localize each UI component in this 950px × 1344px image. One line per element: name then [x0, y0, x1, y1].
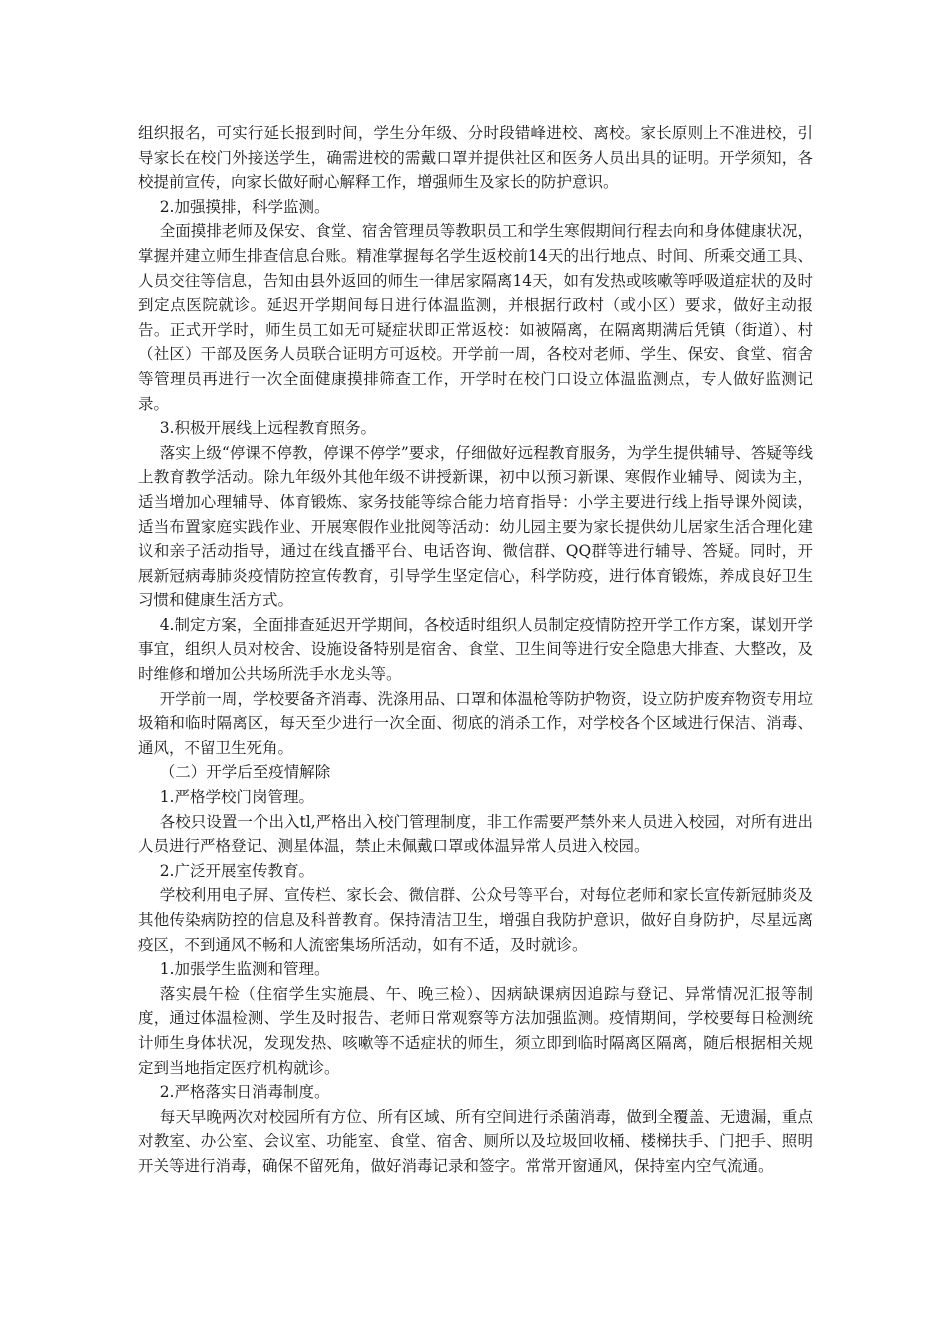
- heading-publicity: 2.广泛开展室传教育。: [159, 861, 314, 880]
- heading-disinfection: 2.严格落实日消毒制度。: [159, 1083, 330, 1102]
- section-heading-after-opening: （二）开学后至疫情解除: [159, 763, 331, 782]
- heading-online-education: 3.积极开展线上远程教育照务。: [159, 419, 376, 438]
- paragraph-student-monitoring: 落实晨午检（住宿学生实施晨、午、晚三检）、因病缺课病因追踪与登记、异常情况汇报等制度，通过体温检测、学生及时报告、老师日常观察等方法加强监测。疫情期间，学校要每日检测统计师生身体状况，发现发热、咳嗽等不适症状的师生，须立即到临时隔离区隔离，随后根据相关规定到当地指定医疗机构就诊。: [138, 984, 813, 1077]
- paragraph-online-education: 落实上级“停课不停教，停课不停学”要求，仔细做好远程教育服务，为学生提供辅导、答疑等线上教育教学活动。除九年级外其他年级不讲授新课，初中以预习新课、寒假作业辅导、阅读为主，适当增加心理辅导、体育锻炼、家务技能等综合能力培育指导：小学主要进行线上指导课外阅读，适当布置家庭实践作业、开展寒假作业批阅等活动：幼儿园主要为家长提供幼儿居家生活合理化建议和亲子活动指导，通过在线直播平台、电话咨询、微信群、QQ群等进行辅导、答疑。同时，开展新冠病毒肺炎疫情防控宣传教育，引导学生坚定信心，科学防疫，进行体育锻炼，养成良好卫生习惯和健康生活方式。: [138, 443, 813, 610]
- paragraph-screening: 全面摸排老师及保安、食堂、宿舍管理员等教职员工和学生寒假期间行程去向和身体健康状况，掌握并建立师生排查信息台账。精准掌握每名学生返校前14天的出行地点、时间、所乘交通工具、人员交往等信息，告知由县外返回的师生一律居家隔离14天，如有发热或咳嗽等呼吸道症状的及时到定点医院就诊。延迟开学期间每日进行体温监测，并根据行政村（或小区）要求，做好主动报告。正式开学时，师生员工如无可疑症状即正常返校：如被隔离，在隔离期满后凭镇（街道）、村（社区）干部及医务人员联合证明方可返校。开学前一周，各校对老师、学生、保安、食堂、宿舍等管理员再进行一次全面健康摸排筛查工作，开学时在校门口设立体温监测点，专人做好监测记录。: [138, 222, 813, 413]
- paragraph-gate-management: 各校只设置一个出入tl,严格出入校门管理制度，非工作需要严禁外来人员进入校园，对所有进出人员进行严格登记、测星体温，禁止未佩戴口罩或体温异常人员进入校园。: [138, 812, 813, 856]
- document-body: [138, 121, 813, 1179]
- paragraph-publicity: 学校利用电子屏、宣传栏、家长会、微信群、公众号等平台，对每位老师和家长宣传新冠肺炎及其他传染病防控的信息及科普教育。保持清洁卫生，增强自我防护意识，做好自身防护，尽星远离疫区，不到通风不畅和人流密集场所活动，如有不适，及时就诊。: [138, 886, 813, 954]
- heading-gate-management: 1.严格学校门岗管理。: [159, 788, 314, 807]
- heading-strengthen-screening: 2.加强摸排，科学监测。: [159, 197, 330, 216]
- paragraph-disinfection: 每天早晚两次对校园所有方位、所有区域、所有空间进行杀菌消毒，做到全覆盖、无遗漏，重点对教室、办公室、会议室、功能室、食堂、宿舍、厕所以及垃圾回收桶、楼梯扶手、门把手、照明开关等进行消毒，确保不留死角，做好消毒记录和签字。常常开窗通风，保持室内空气流通。: [138, 1107, 813, 1175]
- paragraph-continuation: 组织报名，可实行延长报到时间，学生分年级、分时段错峰进校、离校。家长原则上不准进校，引导家长在校门外接送学生，确需进校的需戴口罩并提供社区和医务人员出具的证明。开学须知，各校提前宣传，向家长做好耐心解释工作，增强师生及家长的防护意识。: [138, 124, 813, 192]
- paragraph-pre-opening-week: 开学前一周，学校要备齐消毒、洗涤用品、口罩和体温枪等防护物资，设立防护废弃物资专用垃圾箱和临时隔离区，每天至少进行一次全面、彻底的消杀工作，对学校各个区域进行保洁、消毒、通风，不留卫生死角。: [138, 689, 813, 757]
- paragraph-plan: 4.制定方案，全面排查延迟开学期间，各校适时组织人员制定疫情防控开学工作方案，谋划开学事宜，组织人员对校舍、设施设备特别是宿舍、食堂、卫生间等进行安全隐患大排查、大整改，及时维修和增加公共场所洗手水龙头等。: [138, 615, 813, 684]
- heading-student-monitoring: 1.加張学生监测和管理。: [159, 960, 330, 979]
